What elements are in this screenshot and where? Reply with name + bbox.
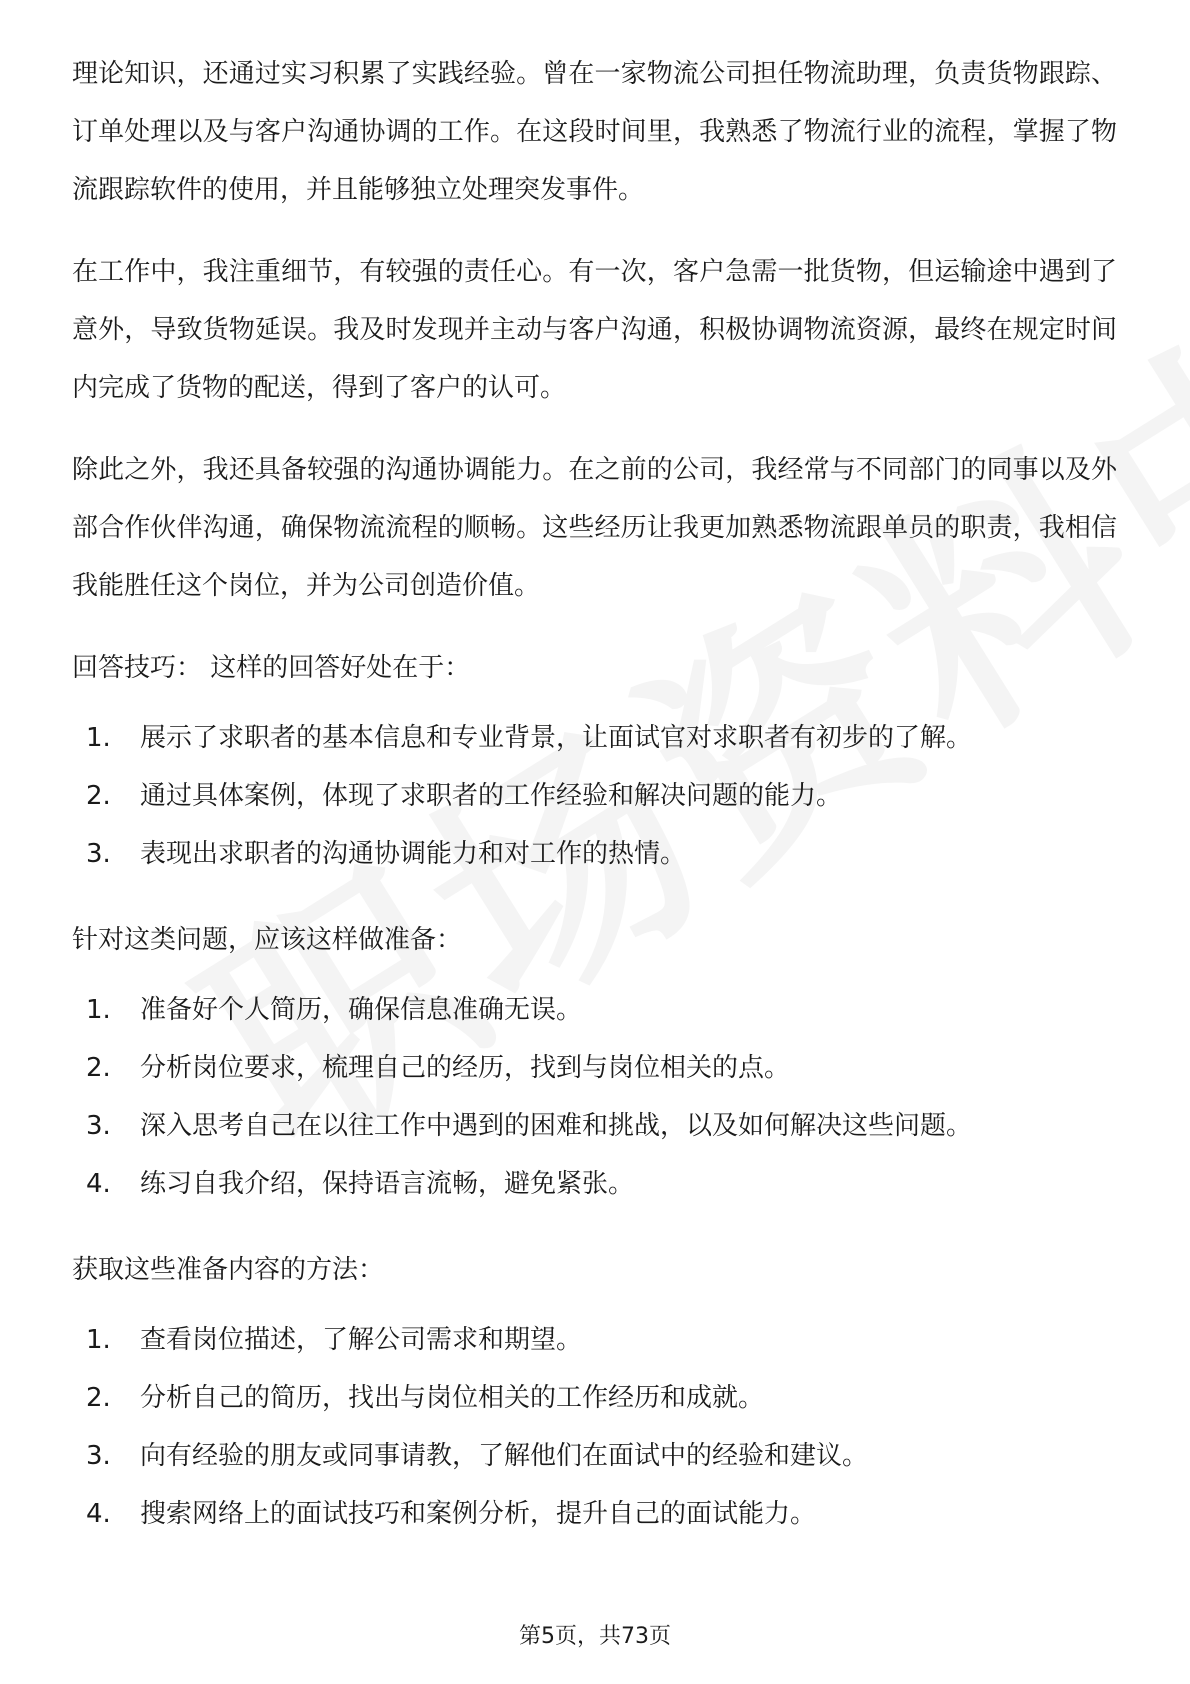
paragraph-experience: 理论知识，还通过实习积累了实践经验。曾在一家物流公司担任物流助理，负责货物跟踪、订单处理以及与客户沟通协调的工作。在这段时间里，我熟悉了物流行业的流程，掌握了物流跟踪软件的使用，并且能够独立处理突发事件。: [72, 59, 1117, 205]
tips-list: [72, 709, 1117, 883]
list-item: [86, 1427, 1117, 1485]
list-number: 2.: [86, 1383, 111, 1413]
list-number: 3.: [86, 1441, 111, 1471]
list-text: 分析自己的简历，找出与岗位相关的工作经历和成就。: [140, 1383, 765, 1413]
list-item: [86, 981, 1117, 1039]
paragraph-responsibility: 在工作中，我注重细节，有较强的责任心。有一次，客户急需一批货物，但运输途中遇到了意外，导致货物延误。我及时发现并主动与客户沟通，积极协调物流资源，最终在规定时间内完成了货物的配送，得到了客户的认可。: [72, 257, 1117, 403]
list-text: 练习自我介绍，保持语言流畅，避免紧张。: [140, 1169, 635, 1199]
list-number: 1.: [86, 995, 111, 1025]
list-number: 2.: [86, 1053, 111, 1083]
list-text: 准备好个人简历，确保信息准确无误。: [140, 995, 583, 1025]
page-number-footer: 第5页，共73页: [519, 1624, 671, 1649]
list-item: [86, 767, 1117, 825]
list-item: [86, 1311, 1117, 1369]
list-number: 3.: [86, 839, 111, 869]
prepare-heading: 针对这类问题，应该这样做准备：: [72, 925, 463, 955]
list-text: 分析岗位要求，梳理自己的经历，找到与岗位相关的点。: [140, 1053, 791, 1083]
list-item: [86, 1155, 1117, 1213]
list-text: 通过具体案例，体现了求职者的工作经验和解决问题的能力。: [140, 781, 843, 811]
list-text: 表现出求职者的沟通协调能力和对工作的热情。: [140, 839, 687, 869]
list-text: 深入思考自己在以往工作中遇到的困难和挑战，以及如何解决这些问题。: [140, 1111, 973, 1141]
list-item: [86, 1485, 1117, 1543]
list-item: [86, 825, 1117, 883]
list-item: [86, 1369, 1117, 1427]
paragraph-communication: 除此之外，我还具备较强的沟通协调能力。在之前的公司，我经常与不同部门的同事以及外部合作伙伴沟通，确保物流流程的顺畅。这些经历让我更加熟悉物流跟单员的职责，我相信我能胜任这个岗位，并为公司创造价值。: [72, 455, 1117, 601]
list-number: 1.: [86, 723, 111, 753]
list-item: [86, 1097, 1117, 1155]
prepare-list: [72, 981, 1117, 1213]
list-number: 4.: [86, 1499, 111, 1529]
list-number: 1.: [86, 1325, 111, 1355]
list-text: 搜索网络上的面试技巧和案例分析，提升自己的面试能力。: [140, 1499, 817, 1529]
list-item: [86, 709, 1117, 767]
list-text: 展示了求职者的基本信息和专业背景，让面试官对求职者有初步的了解。: [140, 723, 973, 753]
methods-heading: 获取这些准备内容的方法：: [72, 1255, 385, 1285]
list-text: 向有经验的朋友或同事请教，了解他们在面试中的经验和建议。: [140, 1441, 869, 1471]
methods-list: [72, 1311, 1117, 1543]
list-number: 4.: [86, 1169, 111, 1199]
list-item: [86, 1039, 1117, 1097]
list-number: 2.: [86, 781, 111, 811]
list-text: 查看岗位描述，了解公司需求和期望。: [140, 1325, 583, 1355]
list-number: 3.: [86, 1111, 111, 1141]
tips-heading: 回答技巧： 这样的回答好处在于：: [72, 653, 471, 683]
document-body: [72, 45, 1117, 1571]
